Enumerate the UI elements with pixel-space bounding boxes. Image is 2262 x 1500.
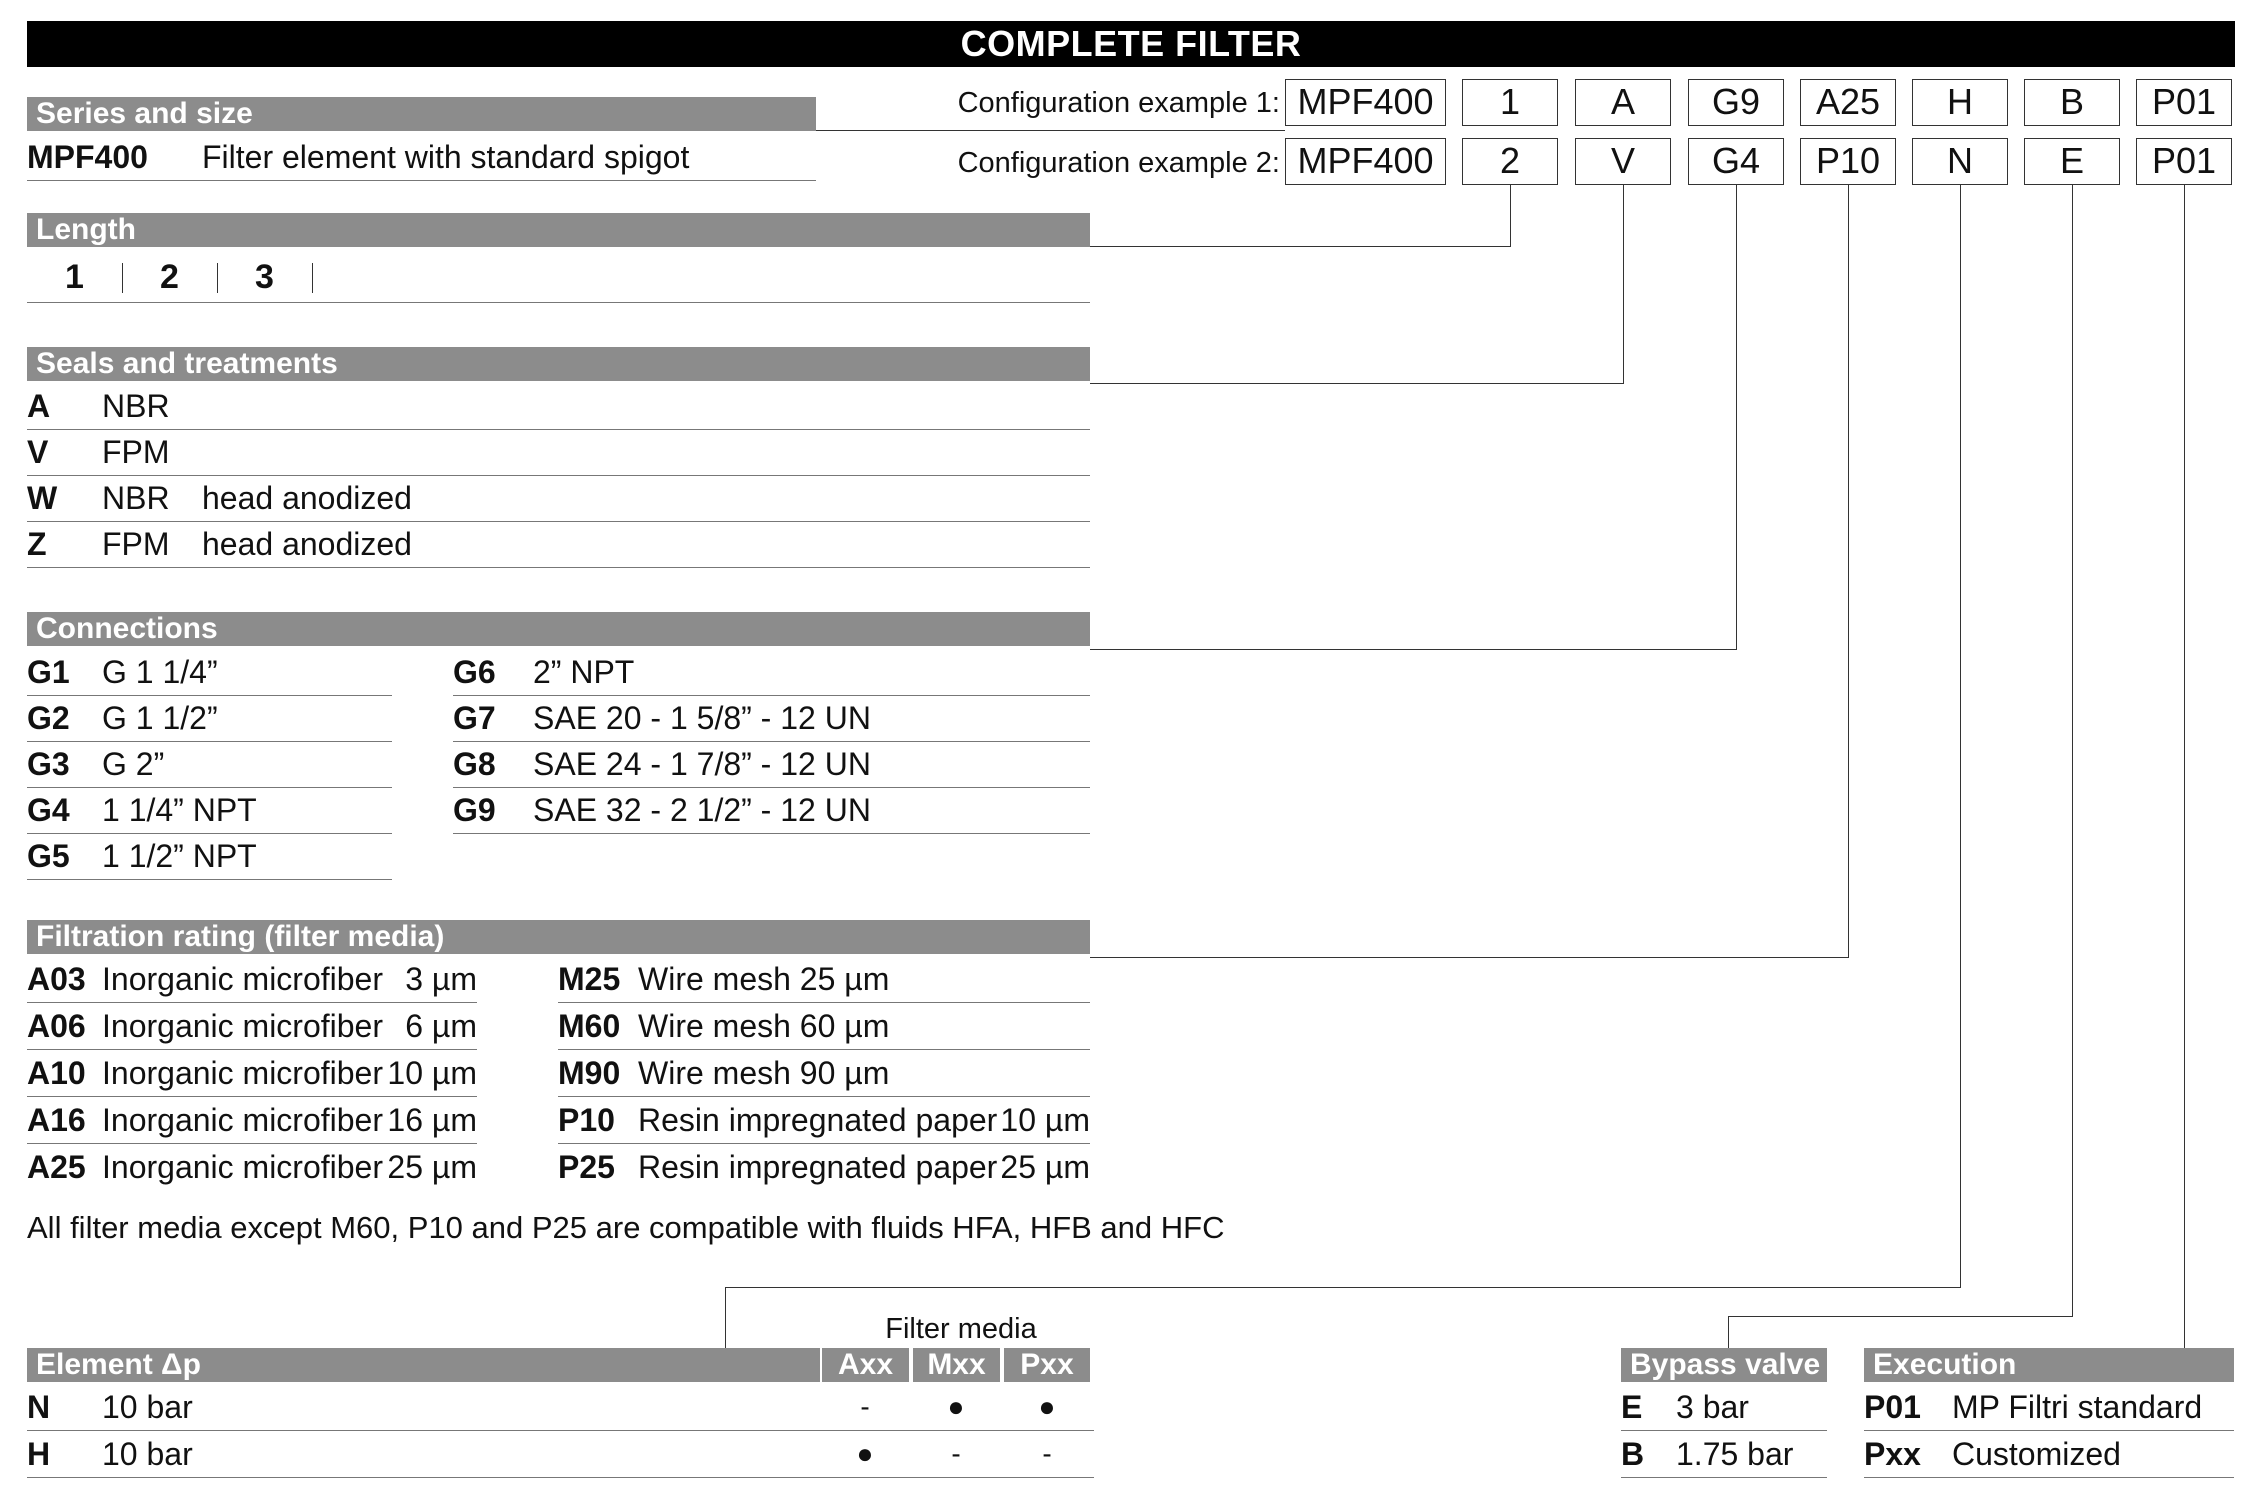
length-heading: Length — [27, 213, 1090, 247]
execution-value: MP Filtri standard — [1952, 1389, 2203, 1425]
config2-element-dp: N — [1912, 138, 2008, 185]
bypass-row — [1621, 1432, 1827, 1478]
seals-row — [27, 430, 1090, 476]
execution-code: P01 — [1864, 1389, 1921, 1425]
connector-filtration-h — [1090, 957, 1849, 958]
media-col-axx: Axx — [822, 1348, 909, 1382]
seal-code: Z — [27, 526, 47, 562]
connection-desc: 1 1/2” NPT — [102, 838, 257, 874]
seal-code: W — [27, 480, 58, 516]
connection-row — [27, 742, 392, 788]
connection-row — [27, 696, 392, 742]
filtration-code: M90 — [558, 1055, 621, 1091]
filtration-desc: Inorganic microfiber — [102, 961, 383, 997]
filtration-desc: Resin impregnated paper — [638, 1102, 998, 1138]
connector-bypass-h — [1728, 1316, 2073, 1317]
connection-row — [453, 742, 1090, 788]
element-dp-code: H — [27, 1436, 51, 1472]
connection-code: G3 — [27, 746, 70, 782]
seal-code: V — [27, 434, 49, 470]
connection-row — [453, 650, 1090, 696]
bypass-value: 1.75 bar — [1676, 1436, 1794, 1472]
filtration-rating: 25 µm — [387, 1149, 477, 1185]
config-example-1-label: Configuration example 1: — [957, 87, 1280, 119]
filtration-code: A06 — [27, 1008, 86, 1044]
length-option-2: 2 — [160, 258, 179, 296]
filtration-row — [558, 1145, 1090, 1191]
filtration-desc: Inorganic microfiber — [102, 1055, 383, 1091]
connection-desc: SAE 32 - 2 1/2” - 12 UN — [533, 792, 871, 828]
filtration-row — [558, 957, 1090, 1003]
filtration-desc: Resin impregnated paper — [638, 1149, 998, 1185]
element-dp-heading: Element Δp — [27, 1348, 820, 1382]
element-dp-value: 10 bar — [102, 1436, 193, 1472]
seal-material: FPM — [102, 526, 170, 562]
connection-row — [27, 788, 392, 834]
bypass-code: B — [1621, 1436, 1645, 1472]
connector-bypass-drop — [1728, 1316, 1729, 1349]
filtration-code: A10 — [27, 1055, 86, 1091]
connection-desc: G 1 1/2” — [102, 700, 218, 736]
connection-code: G2 — [27, 700, 70, 736]
filtration-row — [27, 1145, 477, 1191]
seal-note: head anodized — [202, 480, 412, 516]
filtration-code: A03 — [27, 961, 86, 997]
execution-code: Pxx — [1864, 1436, 1921, 1472]
seals-row — [27, 522, 1090, 568]
filtration-desc: Wire mesh 60 µm — [638, 1008, 890, 1044]
connector-seals-h — [1090, 383, 1624, 384]
element-dp-row — [27, 1385, 1094, 1431]
filtration-rating: 6 µm — [405, 1008, 477, 1044]
seals-heading: Seals and treatments — [27, 347, 1090, 381]
media-col-pxx: Pxx — [1004, 1348, 1090, 1382]
element-dp-code: N — [27, 1389, 51, 1425]
filtration-heading: Filtration rating (filter media) — [27, 920, 1090, 954]
length-divider — [122, 263, 123, 293]
connector-seals-v — [1623, 185, 1624, 384]
config2-execution: P01 — [2136, 138, 2232, 185]
media-mark: - — [951, 1438, 961, 1469]
filtration-row — [27, 1098, 477, 1144]
execution-heading: Execution — [1864, 1348, 2234, 1382]
series-code: MPF400 — [27, 139, 148, 175]
connection-row — [453, 788, 1090, 834]
connections-heading: Connections — [27, 612, 1090, 646]
config2-bypass: E — [2024, 138, 2120, 185]
filtration-code: M25 — [558, 961, 621, 997]
execution-row — [1864, 1432, 2234, 1478]
filtration-code: M60 — [558, 1008, 621, 1044]
filtration-rating: 25 µm — [1000, 1149, 1090, 1185]
filtration-code: A16 — [27, 1102, 86, 1138]
config2-seals: V — [1575, 138, 1671, 185]
config1-length: 1 — [1462, 79, 1558, 126]
connector-length-h — [1090, 246, 1511, 247]
connection-code: G1 — [27, 654, 70, 690]
connection-code: G8 — [453, 746, 496, 782]
connector-bypass-v — [2072, 185, 2073, 1317]
connection-code: G5 — [27, 838, 70, 874]
media-mark: - — [860, 1391, 870, 1422]
seals-row — [27, 384, 1090, 430]
connection-desc: 1 1/4” NPT — [102, 792, 257, 828]
bypass-row — [1621, 1385, 1827, 1431]
series-desc: Filter element with standard spigot — [202, 139, 690, 175]
filtration-desc: Inorganic microfiber — [102, 1149, 383, 1185]
media-mark: - — [1042, 1438, 1052, 1469]
connection-code: G7 — [453, 700, 496, 736]
execution-row — [1864, 1385, 2234, 1431]
config-example-2-label: Configuration example 2: — [957, 147, 1280, 179]
bypass-value: 3 bar — [1676, 1389, 1749, 1425]
filtration-desc: Wire mesh 90 µm — [638, 1055, 890, 1091]
connection-desc: G 1 1/4” — [102, 654, 218, 690]
connection-row — [27, 834, 392, 880]
seal-code: A — [27, 388, 51, 424]
config2-filtration: P10 — [1800, 138, 1896, 185]
connector-connections-v — [1736, 185, 1737, 650]
seal-material: NBR — [102, 480, 170, 516]
connection-desc: SAE 24 - 1 7/8” - 12 UN — [533, 746, 871, 782]
media-mark: ● — [1038, 1391, 1056, 1422]
config2-connection: G4 — [1688, 138, 1784, 185]
connection-code: G9 — [453, 792, 496, 828]
connection-code: G4 — [27, 792, 70, 828]
connection-row — [27, 650, 392, 696]
config1-bypass: B — [2024, 79, 2120, 126]
config1-connection: G9 — [1688, 79, 1784, 126]
config2-series: MPF400 — [1285, 138, 1446, 185]
execution-value: Customized — [1952, 1436, 2121, 1472]
bypass-heading: Bypass valve — [1621, 1348, 1827, 1382]
connection-desc: 2” NPT — [533, 654, 635, 690]
filtration-row — [558, 1051, 1090, 1097]
filtration-rating: 10 µm — [387, 1055, 477, 1091]
element-dp-row — [27, 1432, 1094, 1478]
filtration-desc: Inorganic microfiber — [102, 1008, 383, 1044]
filtration-rating: 16 µm — [387, 1102, 477, 1138]
filtration-rating: 10 µm — [1000, 1102, 1090, 1138]
connection-desc: G 2” — [102, 746, 165, 782]
bypass-code: E — [1621, 1389, 1643, 1425]
config1-series: MPF400 — [1285, 79, 1446, 126]
length-option-3: 3 — [255, 258, 274, 296]
length-divider — [312, 263, 313, 293]
seals-row — [27, 476, 1090, 522]
filtration-desc: Wire mesh 25 µm — [638, 961, 890, 997]
connector-element-dp-drop — [725, 1287, 726, 1349]
config1-execution: P01 — [2136, 79, 2232, 126]
seal-material: FPM — [102, 434, 170, 470]
media-col-mxx: Mxx — [913, 1348, 1000, 1382]
filtration-row — [558, 1098, 1090, 1144]
connection-row — [453, 696, 1090, 742]
length-divider — [217, 263, 218, 293]
filtration-row — [27, 957, 477, 1003]
seal-material: NBR — [102, 388, 170, 424]
element-dp-value: 10 bar — [102, 1389, 193, 1425]
page-title: COMPLETE FILTER — [27, 21, 2235, 67]
media-mark: ● — [947, 1391, 965, 1422]
filtration-row — [27, 1004, 477, 1050]
media-mark: ● — [856, 1438, 874, 1469]
connector-element-dp-v — [1960, 185, 1961, 1288]
filtration-desc: Inorganic microfiber — [102, 1102, 383, 1138]
filtration-row — [558, 1004, 1090, 1050]
filtration-note: All filter media except M60, P10 and P25 are compatible with fluids HFA, HFB and HFC — [27, 1210, 1225, 1245]
connector-execution-v — [2184, 185, 2185, 1349]
length-row — [27, 255, 1090, 303]
connection-desc: SAE 20 - 1 5/8” - 12 UN — [533, 700, 871, 736]
filtration-code: P25 — [558, 1149, 615, 1185]
filtration-row — [27, 1051, 477, 1097]
config1-filtration: A25 — [1800, 79, 1896, 126]
series-row — [27, 135, 816, 181]
seal-note: head anodized — [202, 526, 412, 562]
filtration-code: P10 — [558, 1102, 615, 1138]
connector-filtration-v — [1848, 185, 1849, 958]
connector-length-v — [1510, 185, 1511, 247]
config2-length: 2 — [1462, 138, 1558, 185]
config1-seals: A — [1575, 79, 1671, 126]
connection-code: G6 — [453, 654, 496, 690]
config1-element-dp: H — [1912, 79, 2008, 126]
series-heading: Series and size — [27, 97, 816, 131]
filtration-rating: 3 µm — [405, 961, 477, 997]
length-option-1: 1 — [65, 258, 84, 296]
connector-series — [816, 130, 1285, 131]
connector-element-dp-h — [725, 1287, 1961, 1288]
filter-media-label: Filter media — [885, 1313, 1037, 1345]
connector-connections-h — [1090, 649, 1737, 650]
filtration-code: A25 — [27, 1149, 86, 1185]
